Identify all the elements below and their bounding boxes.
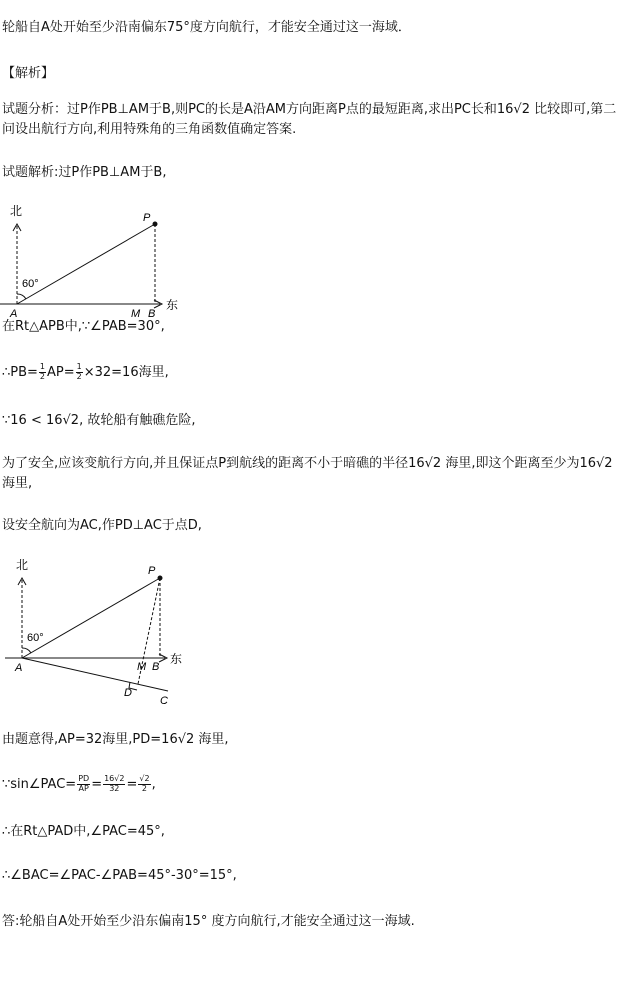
solution-step-5: 为了安全,应该变航行方向,并且保证点P到航线的距离不小于暗礁的半径16√2 海里,即这个距离至少为16√2 海里, — [2, 456, 613, 492]
label-B: B — [148, 308, 156, 320]
segment-AP — [22, 578, 160, 658]
solution-step-3 — [2, 363, 169, 383]
label-M: M — [137, 661, 147, 673]
north-label: 北 — [10, 204, 23, 218]
point-P — [153, 222, 158, 227]
label-C: C — [160, 695, 168, 707]
sin-eq-equals-2: = — [126, 777, 138, 792]
half-fraction-2: $\frac{1}{2}$ — [76, 362, 82, 381]
segment-AP — [17, 224, 155, 304]
solution-step-7: 由题意得,AP=32海里,PD=16√2 海里, — [2, 732, 229, 747]
pb-eq-mid: AP= — [47, 365, 75, 380]
solution-step-4: ∵16 < 16√2, 故轮船有触礁危险, — [2, 413, 196, 428]
solution-step-6: 设安全航向为AC,作PD⊥AC于点D, — [2, 518, 202, 533]
figure-1 — [0, 200, 200, 320]
solution-step-1: 试题解析:过P作PB⊥AM于B, — [2, 165, 167, 180]
analysis-heading: 【解析】 — [2, 66, 55, 81]
east-label: 东 — [166, 298, 179, 312]
angle-arc — [22, 648, 31, 653]
fraction-result: $\frac{√2}{2}$ — [139, 774, 150, 793]
solution-step-2: 在Rt△APB中,∵∠PAB=30°, — [2, 319, 165, 334]
east-label: 东 — [170, 652, 183, 666]
sin-eq-start: ∵sin∠PAC= — [2, 777, 77, 792]
half-fraction-1: $\frac{1}{2}$ — [39, 362, 46, 381]
north-label: 北 — [16, 558, 29, 572]
label-P: P — [148, 565, 156, 577]
label-P: P — [143, 212, 151, 224]
solution-step-9: ∴在Rt△PAD中,∠PAC=45°, — [2, 824, 165, 839]
solution-step-8 — [2, 775, 156, 795]
angle-label: 60° — [27, 632, 44, 644]
sin-eq-end: , — [151, 777, 156, 792]
angle-arc — [17, 294, 26, 299]
label-B: B — [152, 661, 160, 673]
label-A: A — [10, 308, 18, 320]
pb-eq-end: ×32=16海里, — [83, 365, 169, 380]
label-A: A — [15, 662, 23, 674]
solution-step-10: ∴∠BAC=∠PAC-∠PAB=45°-30°=15°, — [2, 868, 237, 883]
label-M: M — [131, 308, 141, 320]
answer-text: 答:轮船自A处开始至少沿东偏南15° 度方向航行,才能安全通过这一海域. — [2, 914, 415, 929]
pb-eq-start: ∴PB= — [2, 365, 38, 380]
point-P — [158, 576, 163, 581]
sin-eq-equals-1: = — [91, 777, 103, 792]
figure-2 — [0, 550, 200, 710]
angle-label: 60° — [22, 278, 39, 290]
analysis-summary: 试题分析：过P作PB⊥AM于B,则PC的长是A沿AM方向距离P点的最短距离,求出PC长和16√2 比较即可,第二问设出航行方向,利用特殊角的三角函数值确定答案. — [2, 102, 617, 138]
fraction-pd-ap: $\frac{PD}{AP}$ — [78, 774, 90, 793]
label-D: D — [124, 687, 132, 699]
question-text: 轮船自A处开始至少沿南偏东75°度方向航行，才能安全通过这一海域． — [2, 20, 411, 35]
fraction-value: $\frac{16√2}{32}$ — [104, 774, 125, 793]
